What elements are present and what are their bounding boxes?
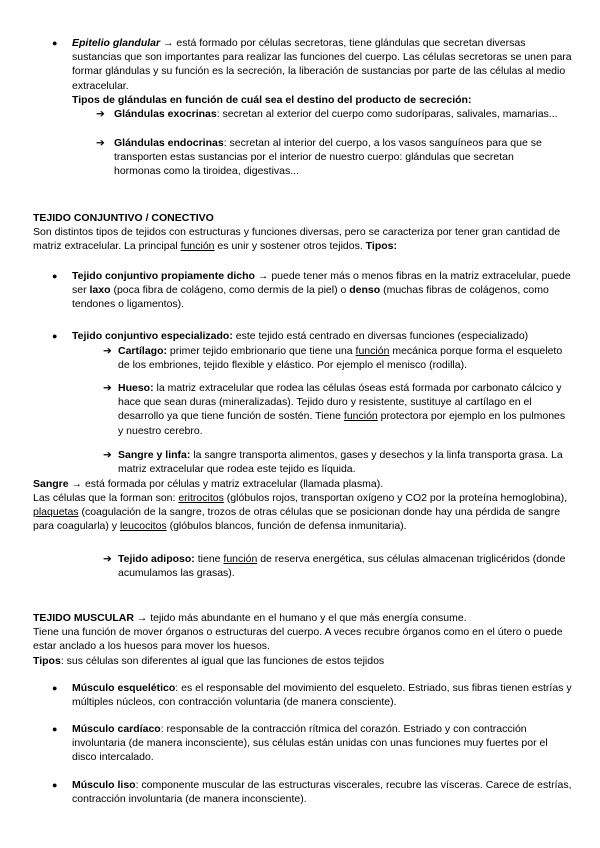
cartilago-item (118, 344, 568, 372)
adiposo-title: Tejido adiposo: (118, 553, 195, 565)
arrow-icon: ➔ (103, 382, 112, 394)
especializado-title: Tejido conjuntivo especializado: (72, 330, 233, 342)
types-label: Tipos (33, 655, 61, 667)
bullet-icon: ● (52, 331, 58, 341)
blood-cells-paragraph (33, 491, 573, 534)
arrow-icon: ➔ (103, 345, 112, 357)
text-run: primer tejido embrionario que tiene una (167, 345, 356, 357)
esqueletico-text: : es el responsable del movimiento del esqueleto. Estriado, sus fibras tienen estrías y múltiples núcleos, con contracción voluntaria (de manera consciente). (72, 682, 572, 709)
text-run: la matriz extracelular que rodea las células óseas está formada por carbonato cálcico y hace que sean duras (mineralizadas). Tejido duro y resistente, sustituye al cartílago en el desarrollo ya que tiene función de sostén. Tiene (118, 382, 562, 423)
liso-title: Músculo liso (72, 779, 136, 791)
text-run: Las células que la forman son: (33, 492, 179, 504)
arrow-icon: ➔ (103, 449, 112, 461)
bullet-icon: ● (52, 38, 58, 48)
epitelio-glandular-text: está formado por células secretoras, tiene glándulas que secretan diversas sustancias que son importantes para realizar las funciones del cuerpo. Las células secretoras se unen para formar glándulas y su función es la secreción, la liberación de sustancias por parte de las células al medio extracelular. (72, 37, 572, 92)
intro-text: es unir y sostener otros tejidos. (214, 240, 366, 253)
muscular-intro-text: Tiene una función de mover órganos o estructuras del cuerpo. A veces recubre órganos como en el útero o puede estar anclado a los huesos para mover los huesos. (33, 626, 563, 653)
bullet-icon: ● (52, 683, 58, 693)
gland-types-heading-text: Tipos de glándulas en función de cuál sea el destino del producto de secreción: (72, 94, 472, 106)
sangre-linfa-title: Sangre y linfa: (118, 449, 191, 461)
text-run: (glóbulos rojos, transportan oxígeno y CO2 por la proteína hemoglobina), (223, 492, 568, 504)
sangre-title: Sangre (33, 478, 69, 490)
sangre-text: → está formada por células y matriz extracelular (llamada plasma). (68, 478, 384, 490)
text-run: (poca fibra de colágeno, como dermis de la piel) o (110, 284, 350, 297)
arrow-icon: ➔ (96, 137, 105, 149)
intro-text: Son distintos tipos de tejidos con estructuras y funciones diversas, pero se caracteriza por tener gran cantidad de matriz extracelular. La principal (33, 226, 561, 253)
text-run: (coagulación de la sangre, trozos de otras células que se posicionan donde hay una pérdida de sangre para coagularla) y (33, 506, 561, 533)
bullet-icon: ● (52, 271, 58, 281)
conjuntivo-intro (33, 225, 573, 253)
text-run: tiene (194, 553, 224, 565)
adiposo-item (118, 552, 573, 580)
musculo-liso-item (72, 778, 572, 806)
laxo-term: laxo (89, 284, 111, 297)
section-heading-conjuntivo (33, 211, 214, 225)
endocrine-title: Glándulas endocrinas (114, 137, 224, 149)
musculo-esqueletico-item (72, 681, 572, 709)
sangre-linfa-text: la sangre transporta alimentos, gases y desechos y la linfa transporta grasa. La matriz extracelular que rodea este tejido es líquida. (118, 449, 563, 476)
text-run: mecánica porque forma el esqueleto de los embriones, tejido flexible y elástico. Por ejemplo el menisco (rodilla). (118, 345, 563, 372)
section-heading-muscular (33, 611, 573, 625)
eritrocitos-term: eritrocitos (178, 492, 224, 504)
underlined-term: función (355, 345, 390, 357)
propiamente-dicho-item (72, 269, 572, 312)
especializado-item (72, 329, 582, 343)
leucocitos-term: leucocitos (119, 520, 167, 533)
cardiaco-title: Músculo cardíaco (72, 723, 161, 735)
epitelio-glandular-paragraph (72, 36, 572, 93)
arrow-icon: ➔ (96, 108, 105, 120)
underlined-term: función (343, 410, 378, 423)
endocrine-item (114, 136, 559, 179)
exocrine-item (114, 107, 559, 121)
sangre-linfa-item (118, 448, 568, 476)
text-run: → puede tener más o menos fibras en la matriz extracelular, puede ser (72, 270, 571, 297)
cartilago-title: Cartílago: (118, 345, 168, 357)
muscular-intro (33, 625, 573, 653)
exocrine-title: Glándulas exocrinas (114, 108, 217, 120)
text-run: (muchas fibras de colágenos, como tendones o ligamentos). (72, 284, 549, 311)
muscular-types-line (33, 654, 573, 668)
liso-text: : componente muscular de las estructuras viscerales, recubre las vísceras. Carece de estrías, contracción involuntaria (de manera inconsciente). (72, 779, 572, 806)
bullet-icon: ● (52, 724, 58, 734)
text-run: de reserva energética, sus células almacenan triglicéridos (donde acumulamos las grasas). (118, 553, 566, 580)
muscular-heading-text: → tejido más abundante en el humano y el que más energía consume. (133, 612, 467, 624)
gland-types-heading (72, 93, 582, 107)
especializado-text: este tejido está centrado en diversas funciones (especializado) (232, 330, 529, 342)
underlined-term: función (223, 553, 258, 565)
hueso-title: Hueso: (118, 382, 154, 394)
plaquetas-term: plaquetas (33, 506, 79, 519)
sangre-line (33, 477, 573, 491)
cardiaco-text: : responsable de la contracción rítmica del corazón. Estriado y con contracción involuntaria (de manera inconsciente), sus células están unidas con unas funciones muy fuertes por el disco intercalado. (72, 723, 548, 764)
propiamente-dicho-title: Tejido conjuntivo propiamente dicho (72, 270, 255, 282)
denso-term: denso (349, 284, 381, 297)
epitelio-glandular-title: Epitelio glandular (72, 37, 161, 49)
musculo-cardiaco-item (72, 722, 572, 765)
arrow-glyph: → (163, 37, 174, 49)
section-heading-muscular-text: TEJIDO MUSCULAR (33, 612, 134, 624)
exocrine-text: : secretan al exterior del cuerpo como sudoríparas, salivales, mamarias... (216, 108, 558, 120)
section-heading-conjuntivo-text: TEJIDO CONJUNTIVO / CONECTIVO (33, 212, 214, 224)
intro-types-label: Tipos: (365, 240, 397, 253)
text-run: protectora por ejemplo en los pulmones y nuestro cerebro. (118, 410, 566, 437)
hueso-item (118, 381, 568, 438)
endocrine-text: : secretan al interior del cuerpo, a los vasos sanguíneos para que se transporten estas sustancias por el interior de nuestro cuerpo: glándulas que secretan hormonas como la tiroidea, digestivas... (114, 137, 542, 178)
esqueletico-title: Músculo esquelético (72, 682, 176, 694)
intro-underlined: función (180, 240, 215, 253)
text-run: (glóbulos blancos, función de defensa inmunitaria). (166, 520, 407, 533)
arrow-icon: ➔ (103, 553, 112, 565)
bullet-icon: ● (52, 780, 58, 790)
types-text: : sus células son diferentes al igual que las funciones de estos tejidos (60, 655, 385, 667)
